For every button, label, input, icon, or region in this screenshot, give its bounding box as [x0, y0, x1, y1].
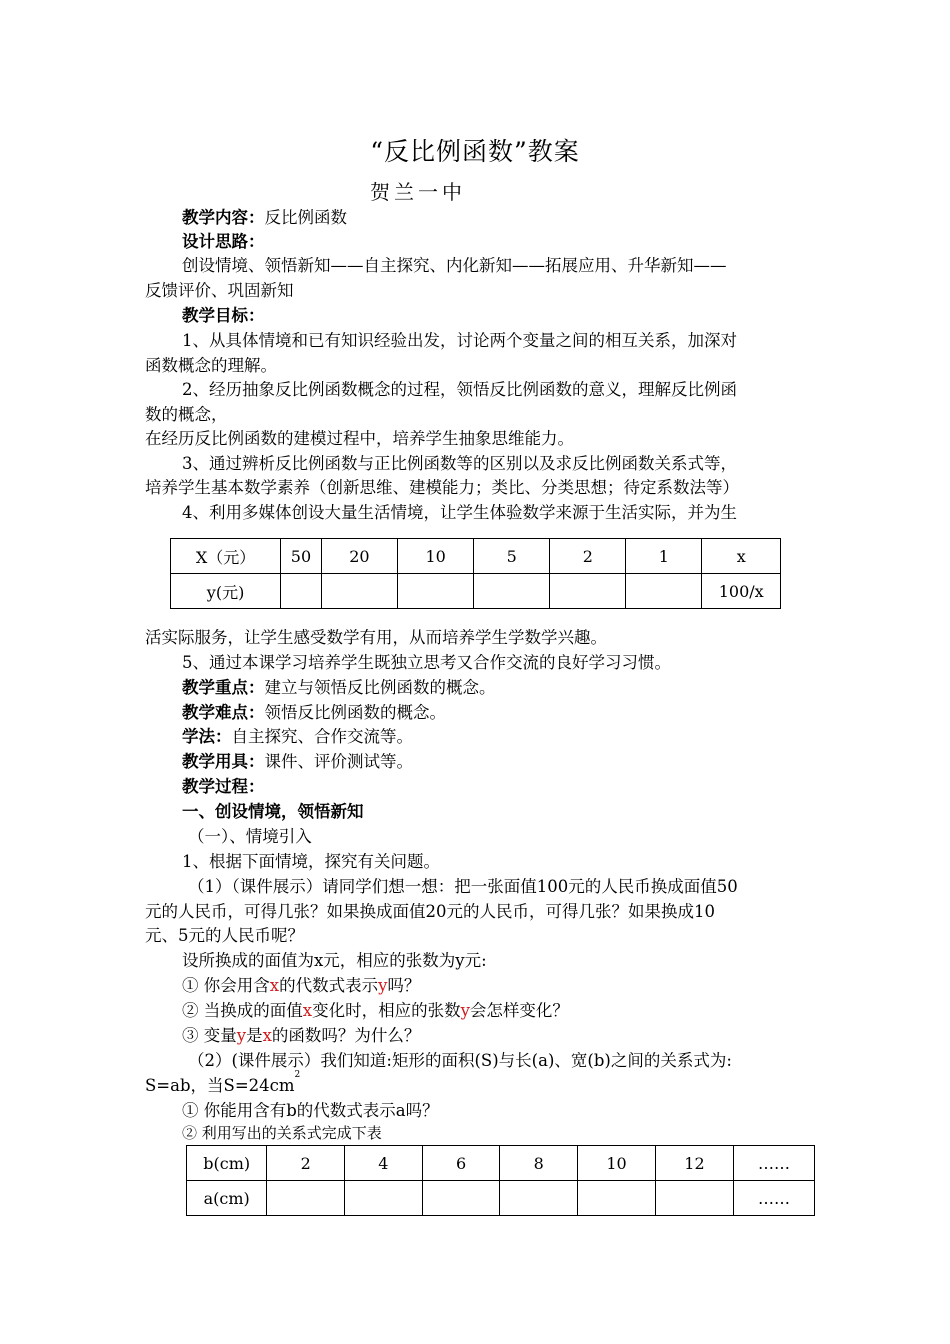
text: 吗？ — [387, 976, 421, 995]
text: 是 — [246, 1026, 263, 1045]
goal-2-line-2: 数的概念， — [145, 405, 228, 424]
table-cell: …… — [733, 1181, 814, 1216]
difficulty-value: 领悟反比例函数的概念。 — [264, 703, 446, 722]
section-heading: 一、创设情境，领悟新知 — [182, 802, 364, 821]
difficulty-label: 教学难点： — [182, 703, 265, 722]
goal-1-line-1: 1、从具体情境和已有知识经验出发，讨论两个变量之间的相互关系，加深对 — [182, 331, 737, 350]
superscript: 2 — [294, 1070, 301, 1080]
table-row — [171, 539, 781, 574]
variable-x: x — [262, 1026, 272, 1045]
goal-3-line-1: 3、通过辨析反比例函数与正比例函数等的区别以及求反比例函数关系式等， — [182, 454, 737, 473]
key-label: 教学重点： — [182, 678, 265, 697]
teaching-tools — [182, 748, 822, 772]
variable-y: y — [236, 1026, 247, 1045]
question-1-line-3: 元、5元的人民币呢？ — [145, 926, 304, 945]
goal-3-line-2: 培养学生基本数学素养（创新思维、建模能力；类比、分类思想；待定系数法等） — [145, 478, 739, 497]
document-title: “反比例函数”教案 — [370, 137, 580, 166]
table-row — [187, 1146, 815, 1181]
subsection-heading: （一）、情境引入 — [188, 827, 312, 846]
table-cell: …… — [733, 1146, 814, 1181]
item-1: 1、根据下面情境，探究有关问题。 — [182, 852, 440, 871]
design-line-1: 创设情境、领悟新知——自主探究、内化新知——拓展应用、升华新知—— — [182, 256, 727, 275]
table-cell: 12 — [656, 1146, 734, 1181]
table-row — [187, 1181, 815, 1216]
text: 变化时，相应的张数 — [312, 1001, 461, 1020]
teaching-content — [182, 204, 822, 228]
goal-1-line-2: 函数概念的理解。 — [145, 356, 277, 375]
question-2-b: ② 利用写出的关系式完成下表 — [182, 1124, 382, 1142]
text: ③ 变量 — [182, 1026, 237, 1045]
design-label: 设计思路： — [182, 232, 265, 251]
rectangle-table — [186, 1145, 815, 1216]
text: 的代数式表示 — [279, 976, 379, 995]
table-cell — [578, 1181, 656, 1216]
content-value: 反比例函数 — [264, 208, 347, 227]
table-cell — [398, 574, 474, 609]
variable-x: x — [269, 976, 280, 995]
variable-y: y — [378, 976, 388, 995]
table-cell — [474, 574, 550, 609]
table-cell: 2 — [267, 1146, 345, 1181]
table-cell — [500, 1181, 578, 1216]
currency-table — [170, 538, 781, 609]
table-cell: 5 — [474, 539, 550, 574]
goal-2-line-1: 2、经历抽象反比例函数概念的过程，领悟反比例函数的意义，理解反比例函 — [182, 380, 737, 399]
key-value: 建立与领悟反比例函数的概念。 — [264, 678, 496, 697]
text: S=ab，当S=24cm — [145, 1076, 295, 1095]
table-cell — [267, 1181, 345, 1216]
table-cell — [345, 1181, 423, 1216]
table-cell: y(元) — [171, 574, 281, 609]
goal-2-line-3: 在经历反比例函数的建模过程中，培养学生抽象思维能力。 — [145, 429, 574, 448]
question-2-a: ① 你能用含有b的代数式表示a吗？ — [182, 1101, 439, 1120]
text: 的函数吗？为什么？ — [271, 1026, 421, 1045]
sub-question-3 — [182, 1022, 822, 1046]
question-1-line-2: 元的人民币，可得几张？如果换成面值20元的人民币，可得几张？如果换成10 — [145, 902, 715, 921]
goal-4-line-2: 活实际服务，让学生感受数学有用，从而培养学生学数学兴趣。 — [145, 628, 607, 647]
school-name: 贺兰一中 — [370, 180, 466, 204]
table-cell: a(cm) — [187, 1181, 267, 1216]
table-cell: 10 — [398, 539, 474, 574]
tools-value: 课件、评价测试等。 — [264, 752, 413, 771]
text: ① 你会用含 — [182, 976, 270, 995]
table-cell: 1 — [626, 539, 702, 574]
goals-label: 教学目标： — [182, 306, 265, 325]
design-line-2: 反馈评价、巩固新知 — [145, 281, 294, 300]
table-cell: 50 — [281, 539, 322, 574]
goal-4-line-1: 4、利用多媒体创设大量生活情境，让学生体验数学来源于生活实际，并为生 — [182, 503, 737, 522]
sub-question-2 — [182, 997, 822, 1021]
table-cell — [550, 574, 626, 609]
goal-5: 5、通过本课学习培养学生既独立思考又合作交流的良好学习习惯。 — [182, 653, 671, 672]
question-2-line-1: （2）(课件展示）我们知道:矩形的面积(S)与长(a)、宽(b)之间的关系式为: — [188, 1051, 732, 1070]
key-point — [182, 674, 822, 698]
setup-line: 设所换成的面值为x元，相应的张数为y元: — [182, 951, 487, 970]
table-cell: 6 — [422, 1146, 500, 1181]
variable-x: x — [302, 1001, 313, 1020]
content-label: 教学内容： — [182, 208, 265, 227]
table-cell: 2 — [550, 539, 626, 574]
table-cell — [321, 574, 397, 609]
sub-question-1 — [182, 972, 822, 996]
variable-y: y — [460, 1001, 470, 1020]
table-row — [171, 574, 781, 609]
table-cell: x — [702, 539, 781, 574]
table-cell: 8 — [500, 1146, 578, 1181]
process-label: 教学过程： — [182, 777, 265, 796]
question-1-line-1: （1）（课件展示）请同学们想一想：把一张面值100元的人民币换成面值50 — [188, 877, 738, 896]
table-cell: 20 — [321, 539, 397, 574]
tools-label: 教学用具： — [182, 752, 265, 771]
method-label: 学法： — [182, 727, 232, 746]
table-cell: 10 — [578, 1146, 656, 1181]
table-cell: b(cm) — [187, 1146, 267, 1181]
table-cell — [626, 574, 702, 609]
text: ② 当换成的面值 — [182, 1001, 303, 1020]
question-2-line-2 — [145, 1072, 815, 1096]
study-method — [182, 723, 822, 747]
table-cell: 4 — [345, 1146, 423, 1181]
table-cell — [656, 1181, 734, 1216]
table-cell — [281, 574, 322, 609]
text: 会怎样变化？ — [469, 1001, 569, 1020]
table-cell — [422, 1181, 500, 1216]
table-cell: X（元） — [171, 539, 281, 574]
method-value: 自主探究、合作交流等。 — [231, 727, 413, 746]
difficulty — [182, 699, 822, 723]
table-cell: 100/x — [702, 574, 781, 609]
